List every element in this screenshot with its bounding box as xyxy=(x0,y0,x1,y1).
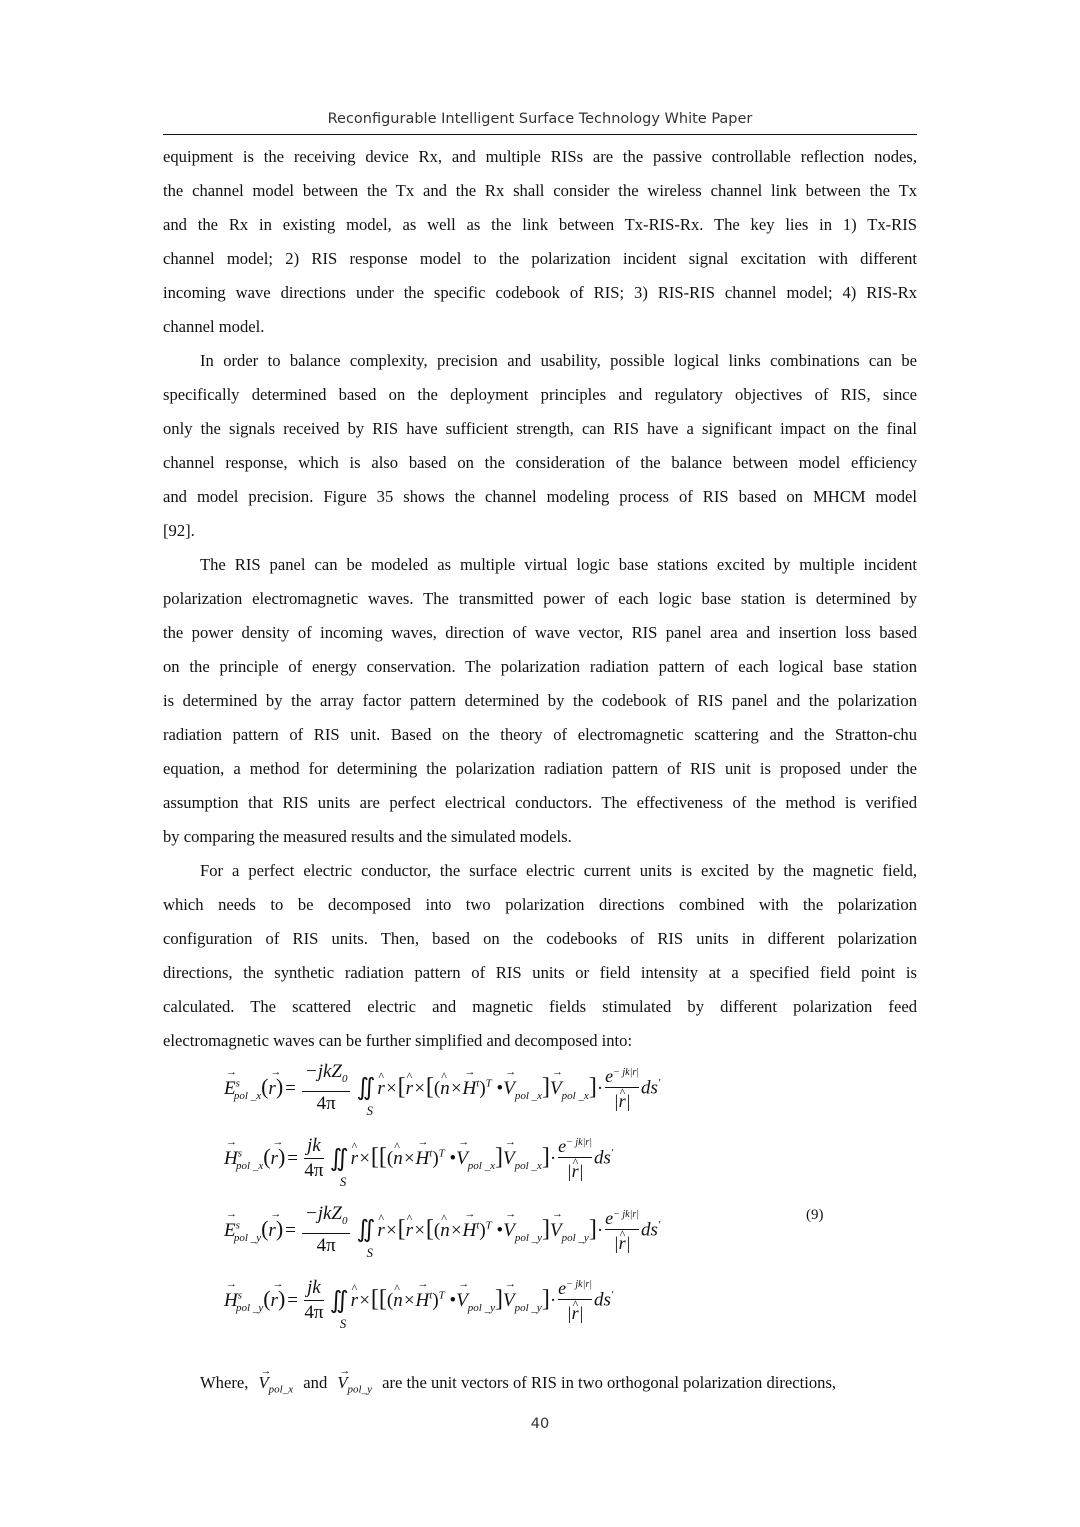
text-line: the channel model between the Tx and the Rx shall consider the wireless channel link between the Tx xyxy=(163,181,917,200)
text-line: polarization electromagnetic waves. The transmitted power of each logic base station is determined by xyxy=(163,589,917,608)
text-line: is determined by the array factor pattern determined by the codebook of RIS panel and the polarization xyxy=(163,691,917,710)
text-line: which needs to be decomposed into two polarization directions combined with the polarization xyxy=(163,895,917,914)
text-line: directions, the synthetic radiation pattern of RIS units or field intensity at a specified field point is xyxy=(163,963,917,982)
text-line: only the signals received by RIS have sufficient strength, can RIS have a significant impact on the final xyxy=(163,419,917,438)
equation-magnetic-polx: → $H^s_{pol \_x}(\to r)$ = $\frac{jk}{4\pi}$ ∬ S ^ r×[[(^ $n\times\to H^t)^T$ •→ $V_{pol \_x}]\to V_{pol \_x}]\cdot$ $\frac{e^{- jk|r|}}{|\^{} r|}$ ds' xyxy=(224,1132,613,1202)
text-line: channel model; 2) RIS response model to the polarization incident signal excitation with different xyxy=(163,249,917,268)
text-line: The RIS panel can be modeled as multiple virtual logic base stations excited by multiple incident xyxy=(200,555,917,574)
page-number: 40 xyxy=(530,1416,550,1432)
text-line: incoming wave directions under the specific codebook of RIS; 3) RIS-RIS channel model; 4) RIS-Rx xyxy=(163,283,917,302)
vector-v-pol-x: → $V_{pol\_x}$ xyxy=(259,1373,294,1392)
equation-number: (9) xyxy=(806,1207,824,1223)
text-line xyxy=(163,1366,917,1400)
text-line: the power density of incoming waves, direction of wave vector, RIS panel area and insertion loss based xyxy=(163,623,917,642)
text-line: specifically determined based on the deployment principles and regulatory objectives of RIS, since xyxy=(163,385,917,404)
where-suffix: are the unit vectors of RIS in two orthogonal polarization directions, xyxy=(382,1373,837,1392)
text-line: electromagnetic waves can be further simplified and decomposed into: xyxy=(163,1031,633,1050)
paragraph-4 xyxy=(163,854,917,1058)
text-line: equation, a method for determining the polarization radiation pattern of RIS unit is proposed under the xyxy=(163,759,917,778)
text-line: on the principle of energy conservation. The polarization radiation pattern of each logical base station xyxy=(163,657,917,676)
text-line: by comparing the measured results and the simulated models. xyxy=(163,827,572,846)
paragraph-3 xyxy=(163,548,917,854)
text-line: In order to balance complexity, precision and usability, possible logical links combinations can be xyxy=(200,351,917,370)
text-line: channel model. xyxy=(163,317,265,336)
text-line: radiation pattern of RIS unit. Based on the theory of electromagnetic scattering and the Stratton-chu xyxy=(163,725,917,744)
paragraph-2 xyxy=(163,344,917,548)
equation-electric-poly: → $E^s_{pol \_y}(\to r)$ = $\frac{-jkZ_0}{4\pi}$ ∬ S ^ r×[^ r×[(^ $n\times\to H^t)^T$ •→ $V_{pol \_y}]\to V_{pol \_y}]\cdot$ $\frac{e^{- jk|r|}}{|\^{} r|}$ ds' xyxy=(224,1202,660,1272)
equation-electric-polx: → $E^s_{pol \_x}(\to r)$ = $\frac{-jkZ_0}{4\pi}$ ∬ S ^ r×[^ r×[(^ $n\times\to H^t)^T$ •→ $V_{pol \_x}]\to V_{pol \_x}]\cdot$ $\frac{e^{- jk|r|}}{|\^{} r|}$ ds' xyxy=(224,1060,660,1130)
where-line xyxy=(163,1366,917,1400)
text-line: configuration of RIS units. Then, based on the codebooks of RIS units in different polarization xyxy=(163,929,917,948)
paragraph-1 xyxy=(163,140,917,344)
text-line: and model precision. Figure 35 shows the channel modeling process of RIS based on MHCM model xyxy=(163,487,917,506)
text-line: calculated. The scattered electric and magnetic fields stimulated by different polarization feed xyxy=(163,997,917,1016)
body-text xyxy=(163,140,917,1058)
text-line: For a perfect electric conductor, the surface electric current units is excited by the magnetic field, xyxy=(200,861,917,880)
text-line: assumption that RIS units are perfect electrical conductors. The effectiveness of the method is verified xyxy=(163,793,917,812)
text-line: and the Rx in existing model, as well as the link between Tx-RIS-Rx. The key lies in 1) Tx-RIS xyxy=(163,215,917,234)
where-prefix: Where, xyxy=(200,1373,249,1392)
vector-v-pol-y: → $V_{pol\_y}$ xyxy=(337,1373,372,1392)
text-line: channel response, which is also based on the consideration of the balance between model efficiency xyxy=(163,453,917,472)
text-line: equipment is the receiving device Rx, and multiple RISs are the passive controllable reflection nodes, xyxy=(163,147,917,166)
header-rule xyxy=(163,134,917,135)
equation-magnetic-poly: → $H^s_{pol \_y}(\to r)$ = $\frac{jk}{4\pi}$ ∬ S ^ r×[[(^ $n\times\to H^t)^T$ •→ $V_{pol \_y}]\to V_{pol \_y}]\cdot$ $\frac{e^{- jk|r|}}{|\^{} r|}$ ds' xyxy=(224,1274,613,1344)
running-header: Reconfigurable Intelligent Surface Technology White Paper xyxy=(327,111,753,127)
where-and: and xyxy=(303,1373,328,1392)
text-line: [92]. xyxy=(163,521,195,540)
